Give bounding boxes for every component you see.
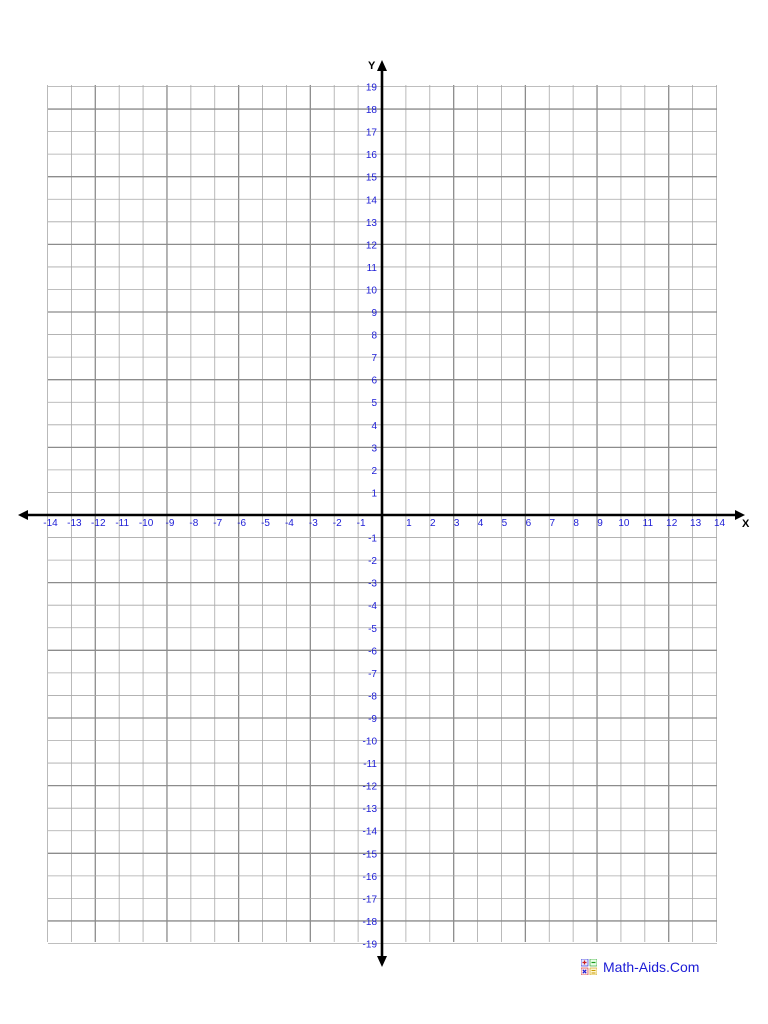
x-tick-label: -13 [67, 518, 82, 529]
y-tick-label: 3 [371, 443, 377, 455]
x-tick-label: 1 [406, 518, 412, 529]
x-tick-label: -2 [332, 518, 342, 529]
x-tick-label: -3 [308, 518, 318, 529]
x-axis-arrow-left [18, 510, 28, 520]
y-tick-label: -11 [363, 759, 377, 771]
x-tick-label: 11 [642, 518, 654, 529]
y-tick-label: 4 [371, 420, 377, 432]
x-tick-label: 9 [597, 518, 603, 529]
x-tick-label: 4 [477, 518, 484, 529]
y-tick-label: -15 [362, 849, 377, 861]
y-tick-label: -17 [362, 894, 377, 906]
x-tick-label: 2 [430, 518, 436, 529]
y-tick-label: 17 [365, 127, 377, 139]
y-tick-labels [363, 83, 378, 951]
y-tick-label: 6 [371, 375, 377, 387]
y-tick-label: 2 [371, 465, 377, 477]
y-tick-label: -19 [362, 939, 377, 951]
y-tick-label: 16 [365, 150, 377, 162]
y-tick-label: 10 [365, 285, 377, 297]
y-tick-label: 19 [365, 82, 377, 94]
x-tick-label: -9 [165, 518, 175, 529]
y-tick-label: 9 [371, 308, 377, 320]
y-tick-label: -3 [368, 578, 377, 590]
y-tick-label: -9 [368, 713, 377, 725]
x-tick-label: -7 [213, 518, 223, 529]
y-tick-label: 7 [371, 353, 377, 365]
x-tick-label: -14 [43, 518, 58, 529]
y-tick-label: 11 [366, 262, 377, 274]
y-tick-label: -4 [368, 601, 377, 613]
y-tick-label: -16 [362, 871, 377, 883]
y-tick-label: -7 [368, 668, 377, 680]
y-tick-label: 8 [371, 330, 377, 342]
y-tick-label: -5 [368, 623, 377, 635]
y-tick-label: 15 [365, 172, 377, 184]
y-tick-label: 1 [371, 488, 377, 500]
y-tick-label: -18 [362, 916, 377, 928]
x-tick-label: -12 [91, 518, 106, 529]
watermark [581, 958, 699, 976]
y-axis-arrow-up [377, 60, 387, 71]
x-tick-label: 3 [453, 518, 460, 529]
math-aids-logo-icon [581, 959, 597, 975]
x-tick-label: 8 [573, 518, 579, 529]
x-tick-label: -6 [237, 518, 247, 529]
y-tick-label: 5 [371, 398, 377, 410]
y-tick-label: 12 [365, 240, 377, 252]
y-axis-label: Y [368, 60, 376, 72]
y-tick-label: -12 [362, 781, 377, 793]
x-tick-label: 6 [525, 518, 532, 529]
y-tick-label: -14 [362, 826, 377, 838]
x-tick-label: -5 [261, 518, 270, 529]
x-tick-labels [43, 518, 725, 529]
y-tick-label: 14 [365, 195, 377, 207]
x-tick-label: 10 [618, 518, 630, 529]
x-tick-label: -1 [356, 518, 366, 529]
x-tick-label: -4 [284, 518, 294, 529]
x-tick-label: 14 [713, 518, 726, 529]
x-tick-label: 12 [666, 518, 678, 529]
x-tick-label: 5 [501, 518, 508, 529]
x-tick-label: -8 [189, 518, 199, 529]
y-tick-label: 13 [365, 217, 377, 229]
x-tick-label: 13 [690, 518, 702, 529]
y-tick-label: -2 [368, 556, 377, 568]
x-axis-label: X [742, 518, 750, 530]
y-tick-label: -13 [362, 804, 377, 816]
y-axis-arrow-down [377, 956, 387, 967]
y-tick-label: -1 [368, 533, 377, 545]
y-tick-label: -6 [368, 646, 377, 658]
y-tick-label: 18 [365, 105, 377, 117]
x-tick-label: -10 [138, 518, 154, 529]
watermark-text: Math-Aids.Com [603, 959, 700, 975]
x-tick-label: 7 [549, 518, 556, 529]
y-tick-label: -10 [362, 736, 377, 748]
x-tick-label: -11 [115, 518, 130, 529]
y-tick-label: -8 [368, 691, 377, 703]
